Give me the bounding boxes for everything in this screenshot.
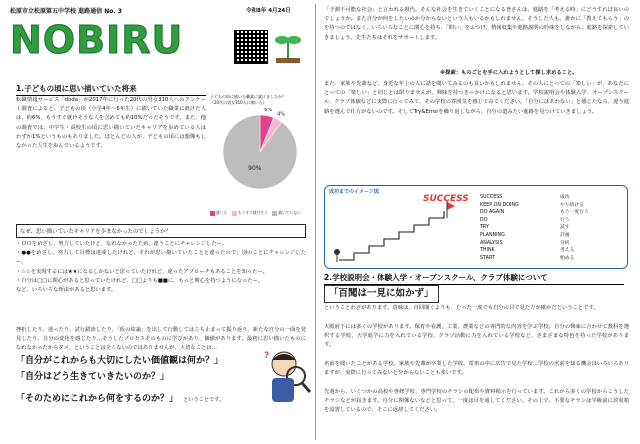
step-row [480,194,620,202]
question-box: なぜ、思い描いていたキャリアを歩まなかったのでしょうか？ [16,224,306,238]
right-paragraph-6: 先週から、いくつかの高校や専修学校、専門学校のチラシの配布や資料掲示を行っています。これから多くの学校からこうしたチラシなどが届きます。自分に関係ないなどと思って、一度は目を通してください。その上で、不要なチラシは学級前に放収箱を設置しているので、そこに返却してください。 [324,389,629,414]
step-en: THINK [480,248,495,254]
right-paragraph-4: 大阪府下には多くの学校があります。保育や看護、工業、農業などの専門的な内容を学ぶ学校。自分の興味に合わせて教科を選択する学校、大学進学に力を入れている学校、クラブ活動に力を入れている学校など、さまざまな特色を持った学校があります。 [324,324,629,349]
section-2-title: 2.学校説明会・体験入学・オープンスクール、クラブ体験について [324,272,624,285]
key-question-1: 「自分がこれからも大切にしたい価値観は何か？」 [16,356,224,366]
step-row [480,224,620,232]
issue-date: 令和8年 4月24日 [246,8,291,14]
chart-subtitle: （20代の男女310人に聞いた） [210,100,267,105]
step-en: DO [480,217,488,223]
right-paragraph-2: また、家族や先輩など、身近な年上の人に話を聞いてみるのも良いかもしれません。その人にとっての「楽しい」が、あなたにとっての「楽しい」と同じとは限りませんが、興味を持つきっかけになると思います。学校説明会や体験入学、オープンスクール、クラブ体験などに実際に行ってみて、その学校の雰囲気を感じてみてください。「自分にはあわない」と感じたなら、違う進路を選んで仕方がないのです。そしてTry&Errorを繰り返しながら、自分の道みたい進路を見つけていきましょう。 [324,81,629,115]
footnote: ※探索：ものごとを手に入れようとして探し求めること。 [440,70,578,76]
chart-legend [210,210,301,216]
step-en: ANALYSIS [480,240,503,246]
reason-item: ・●●をめざし、努力して目標は達成したけれど、それが思い描いていたことと違ったので、別のことにチャレンジしたー。 [16,250,306,266]
step-row [480,209,620,217]
newsletter-header [10,6,122,15]
section-1-paragraph-2: 挫折したり、迷ったり、試行錯誤したり、「仮の結論」を出して行動しては立ち止まって振り返り、新たな自分の一面を発見したり、自分の変化を感じたり…そうしたプロセスそのものに学びがあり、価値があります。最初に思い描いたものになれなかったからダメ、ということは全くないのではありませんが、大切なことは… [16,327,306,352]
step-en: DO AGAIN [480,210,505,216]
step-row [480,217,620,225]
reason-item: ・ＯＯをめざし、努力していたけど、なれなかったため、違うことにチャレンジしたー。 [16,241,228,247]
legend-item: 就いていない [278,210,301,215]
step-row [480,202,620,210]
step-jp: やり続ける [560,202,584,208]
step-en: TRY [480,225,489,231]
stairs-icon [329,196,469,266]
reason-list [16,240,306,295]
section-1-title: 1.子どもの頃に思い描いていた将来 [16,83,206,96]
legend-swatch [272,211,277,216]
issue-number: No. 3 [104,8,122,15]
success-label: SUCCESS [423,194,469,204]
step-jp: 行う [560,217,570,223]
step-row [480,240,620,248]
key-question-2: 「自分はどう生きていきたいのか？」 [16,372,170,382]
sprout-icon [272,30,304,64]
right-paragraph-5: 名前を聞いたことがある学校、家族や先輩が卒業した学校、電車の中に広告で見た学校…学校の名前を知る機会はいろいろありますが、実際に行ってみないと分からないことも多いです。 [324,361,629,377]
newsletter-logo: NOBIRU [10,18,184,62]
reasons-closing: など、いろいろな理由があると思います。 [16,287,117,294]
pie-svg [210,108,310,193]
reason-item: ・自分は□□に関心があると思っていたけれど、□□よりも■■に、もっと関心を持つようになったー。 [16,277,263,284]
step-row [480,247,620,255]
pie-label: 6% [264,108,273,114]
qr-code-icon [234,30,268,64]
diagram-title: 成功までのイメージ図 [329,189,379,195]
legend-swatch [232,211,237,216]
legend-item: 就いた [216,210,228,215]
step-en: START [480,255,495,261]
pie-slice-2 [223,115,297,189]
step-jp: 分析 [560,240,570,246]
step-jp: 試す [560,225,570,231]
step-en: PLANNING [480,232,505,238]
step-row [480,255,620,263]
right-paragraph-3: ということわざがあります。意味は、百回聞くよりも、たった一度でも自分の目で見た方が確かだということです。 [324,305,599,311]
step-en: SUCCESS [480,195,503,200]
column-divider [315,4,316,440]
magnifier-student-icon [260,346,312,406]
step-en: KEEP ON DOING [480,202,519,208]
steps-list [480,194,620,262]
step-jp: 始める [560,255,575,261]
school-name: 松原市立松原第五中学校 進路通信 [10,8,103,15]
key-question-3-row [16,386,276,406]
reason-item: ・☆☆を実現するには★★になるしかないと思っていたけれど、違ったアプローチもあることを知ったー。 [16,268,268,275]
right-paragraph-1: 「予測不可能な社会」と言われる現代。そんな社会を生きていくことになる皆さんは、進路を「考える時」にどうすれば良いのでしょうか。また自分が何をしたいのか分からないという人もいるかもしれません。そうした人も、誰かに「教えてもらう」のを待つのではなく、いろいろなことに関心を持ち、「問い」をふつけ、情報収集や進路説明の吟味をしながら、進路を探索していきましょう。先生たちはそれをサポートします。 [324,7,629,41]
proverb-headline: 「百聞は一見に如かず」 [324,285,439,303]
step-jp: 考える [560,248,575,254]
key-question-3: 「そのためにこれから何をするのか？」 [16,394,179,404]
svg-text:?: ? [264,351,270,361]
pie-chart [210,94,310,224]
legend-item: もうすぐ就けそう [237,210,268,215]
pie-label: 4% [277,111,286,118]
step-jp: 計画 [560,232,570,238]
step-jp: もう一度行う [560,210,589,216]
step-row [480,232,620,240]
legend-swatch [210,211,215,216]
step-jp: 成功 [560,195,570,200]
section-1-paragraph: 転職情報サービス「doda」が2017年に行った20代の男女310人へのアンケート調査によると、子どもの頃（小学4年～6年生）に描いていた職業に就けた人は、約6%、もうすぐ就けそうな人を含めても約10%だったそうです。また、他の調査では、中学生・高校生の頃に思い描いていたキャリアを歩めている人はわずか1%というものもありました。ほとんどの人が、子どもの頃には想像もしなかった人生を歩んでいるようです。 [16,97,206,150]
pie-label: 90% [248,164,262,172]
chart-title: 子どもの頃に描いた職業に就けましたか？ [210,94,286,99]
success-diagram [324,185,628,269]
key-question-3-suffix: ということです。 [183,397,225,403]
